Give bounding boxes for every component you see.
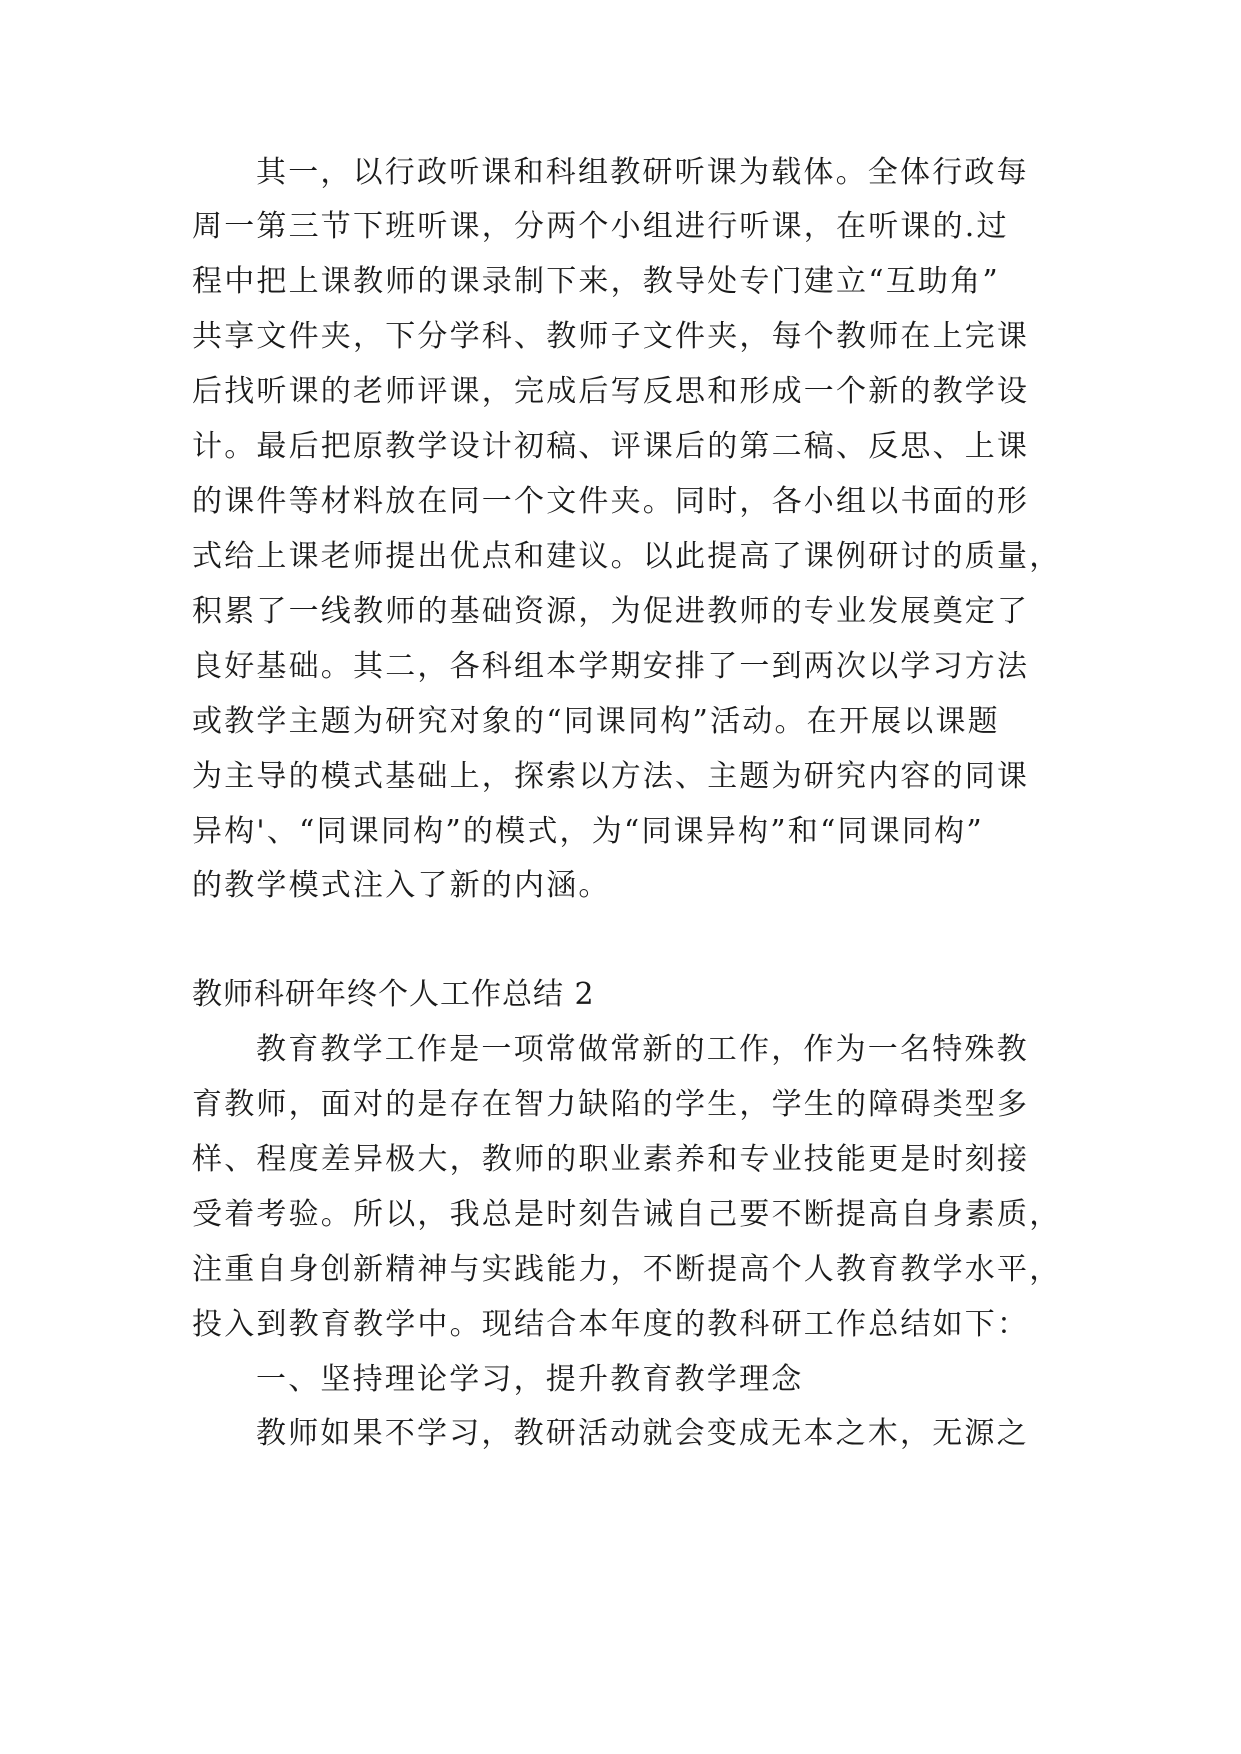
paragraph-line: 教师如果不学习，教研活动就会变成无本之木，无源之	[256, 1416, 1029, 1451]
paragraph-line: 后找听课的老师评课，完成后写反思和形成一个新的教学设	[192, 374, 1030, 409]
paragraph-line: 的教学模式注入了新的内涵。	[192, 868, 611, 903]
paragraph-line: 计。最后把原教学设计初稿、评课后的第二稿、反思、上课	[192, 429, 1030, 464]
paragraph-line: 注重自身创新精神与实践能力，不断提高个人教育教学水平，	[192, 1252, 1062, 1287]
paragraph-line: 的课件等材料放在同一个文件夹。同时，各小组以书面的形	[192, 484, 1030, 519]
paragraph-line: 周一第三节下班听课，分两个小组进行听课，在听课的.过	[192, 209, 1009, 244]
paragraph-line: 育教师，面对的是存在智力缺陷的学生，学生的障碍类型多	[192, 1087, 1030, 1122]
paragraph-line: 共享文件夹，下分学科、教师子文件夹，每个教师在上完课	[192, 319, 1030, 354]
paragraph-line: 受着考验。所以，我总是时刻告诫自己要不断提高自身素质，	[192, 1197, 1062, 1232]
paragraph-line: 样、程度差异极大，教师的职业素养和专业技能更是时刻接	[192, 1142, 1030, 1177]
paragraph-line: 其一，以行政听课和科组教研听课为载体。全体行政每	[256, 155, 1029, 190]
paragraph-line: 积累了一线教师的基础资源，为促进教师的专业发展奠定了	[192, 594, 1030, 629]
paragraph-line: 投入到教育教学中。现结合本年度的教科研工作总结如下：	[192, 1307, 1030, 1342]
paragraph-line: 程中把上课教师的课录制下来，教导处专门建立“互助角”	[192, 264, 1000, 299]
paragraph-line: 良好基础。其二，各科组本学期安排了一到两次以学习方法	[192, 649, 1030, 684]
paragraph-line: 或教学主题为研究对象的“同课同构”活动。在开展以课题	[192, 704, 1000, 739]
paragraph-line: 式给上课老师提出优点和建议。以此提高了课例研讨的质量，	[192, 539, 1062, 574]
paragraph-line: 教育教学工作是一项常做常新的工作，作为一名特殊教	[256, 1032, 1029, 1067]
paragraph-line: 异构'、“同课同构”的模式，为“同课异构”和“同课同构”	[192, 814, 984, 849]
subheading: 一、坚持理论学习，提升教育教学理念	[256, 1362, 804, 1397]
paragraph-line: 为主导的模式基础上，探索以方法、主题为研究内容的同课	[192, 759, 1030, 794]
section-heading: 教师科研年终个人工作总结 2	[192, 977, 595, 1012]
